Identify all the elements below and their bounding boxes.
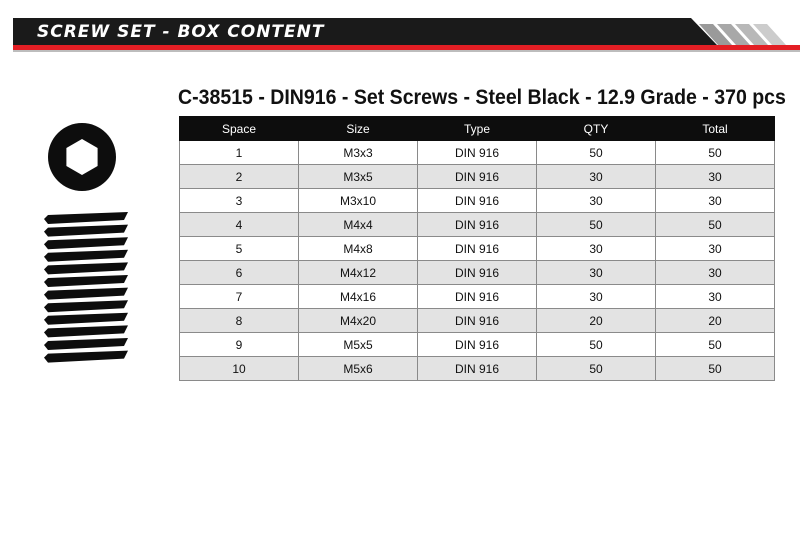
table-header-row <box>180 117 775 141</box>
thread-ridge <box>44 212 128 224</box>
thread-ridge <box>44 338 128 350</box>
table-row <box>180 237 775 261</box>
thread-ridge <box>44 237 128 249</box>
cell-total: 50 <box>656 357 775 381</box>
thread-ridge <box>44 225 128 237</box>
cell-type: DIN 916 <box>418 189 537 213</box>
table-row <box>180 141 775 165</box>
table-row <box>180 357 775 381</box>
threaded-set-screw-icon <box>40 210 132 370</box>
cell-type: DIN 916 <box>418 309 537 333</box>
table-row <box>180 213 775 237</box>
cell-qty: 30 <box>537 261 656 285</box>
thread-ridge <box>44 275 128 287</box>
cell-total: 30 <box>656 285 775 309</box>
cell-space: 7 <box>180 285 299 309</box>
cell-type: DIN 916 <box>418 285 537 309</box>
cell-total: 30 <box>656 261 775 285</box>
banner-shadow-line <box>13 50 800 52</box>
cell-total: 50 <box>656 333 775 357</box>
cell-type: DIN 916 <box>418 165 537 189</box>
table-row <box>180 261 775 285</box>
thread-ridge <box>44 288 128 300</box>
table-row <box>180 333 775 357</box>
table-row <box>180 189 775 213</box>
cell-size: M4x4 <box>299 213 418 237</box>
cell-qty: 50 <box>537 357 656 381</box>
cell-total: 30 <box>656 189 775 213</box>
cell-qty: 50 <box>537 333 656 357</box>
cell-size: M5x6 <box>299 357 418 381</box>
cell-total: 20 <box>656 309 775 333</box>
cell-qty: 30 <box>537 237 656 261</box>
cell-space: 1 <box>180 141 299 165</box>
banner-title: SCREW SET - BOX CONTENT <box>37 22 325 42</box>
cell-size: M3x10 <box>299 189 418 213</box>
cell-type: DIN 916 <box>418 333 537 357</box>
cell-qty: 30 <box>537 189 656 213</box>
cell-space: 2 <box>180 165 299 189</box>
column-header-total: Total <box>656 117 775 141</box>
cell-size: M3x3 <box>299 141 418 165</box>
cell-size: M5x5 <box>299 333 418 357</box>
thread-ridge <box>44 325 128 337</box>
cell-type: DIN 916 <box>418 213 537 237</box>
cell-space: 5 <box>180 237 299 261</box>
cell-qty: 30 <box>537 165 656 189</box>
thread-ridge <box>44 300 128 312</box>
cell-space: 8 <box>180 309 299 333</box>
cell-qty: 50 <box>537 213 656 237</box>
cell-type: DIN 916 <box>418 237 537 261</box>
cell-qty: 20 <box>537 309 656 333</box>
thread-ridge <box>44 351 128 363</box>
column-header-type: Type <box>418 117 537 141</box>
thread-ridge <box>44 313 128 325</box>
cell-space: 3 <box>180 189 299 213</box>
cell-total: 50 <box>656 141 775 165</box>
thread-ridge <box>44 262 128 274</box>
cell-total: 50 <box>656 213 775 237</box>
cell-type: DIN 916 <box>418 261 537 285</box>
cell-total: 30 <box>656 165 775 189</box>
header-banner <box>13 18 800 62</box>
table-row <box>180 309 775 333</box>
product-title: C-38515 - DIN916 - Set Screws - Steel Black - 12.9 Grade - 370 pcs <box>178 86 786 109</box>
cell-size: M4x8 <box>299 237 418 261</box>
table-row <box>180 285 775 309</box>
cell-space: 10 <box>180 357 299 381</box>
table-row <box>180 165 775 189</box>
column-header-qty: QTY <box>537 117 656 141</box>
cell-size: M3x5 <box>299 165 418 189</box>
cell-size: M4x20 <box>299 309 418 333</box>
thread-ridge <box>44 250 128 262</box>
cell-type: DIN 916 <box>418 141 537 165</box>
cell-space: 9 <box>180 333 299 357</box>
column-header-space: Space <box>180 117 299 141</box>
cell-type: DIN 916 <box>418 357 537 381</box>
cell-size: M4x12 <box>299 261 418 285</box>
cell-qty: 50 <box>537 141 656 165</box>
cell-size: M4x16 <box>299 285 418 309</box>
cell-space: 6 <box>180 261 299 285</box>
box-content-table <box>179 116 775 381</box>
cell-space: 4 <box>180 213 299 237</box>
cell-total: 30 <box>656 237 775 261</box>
banner-accent-line <box>13 45 800 50</box>
cell-qty: 30 <box>537 285 656 309</box>
hex-socket-head-icon <box>45 120 119 194</box>
column-header-size: Size <box>299 117 418 141</box>
